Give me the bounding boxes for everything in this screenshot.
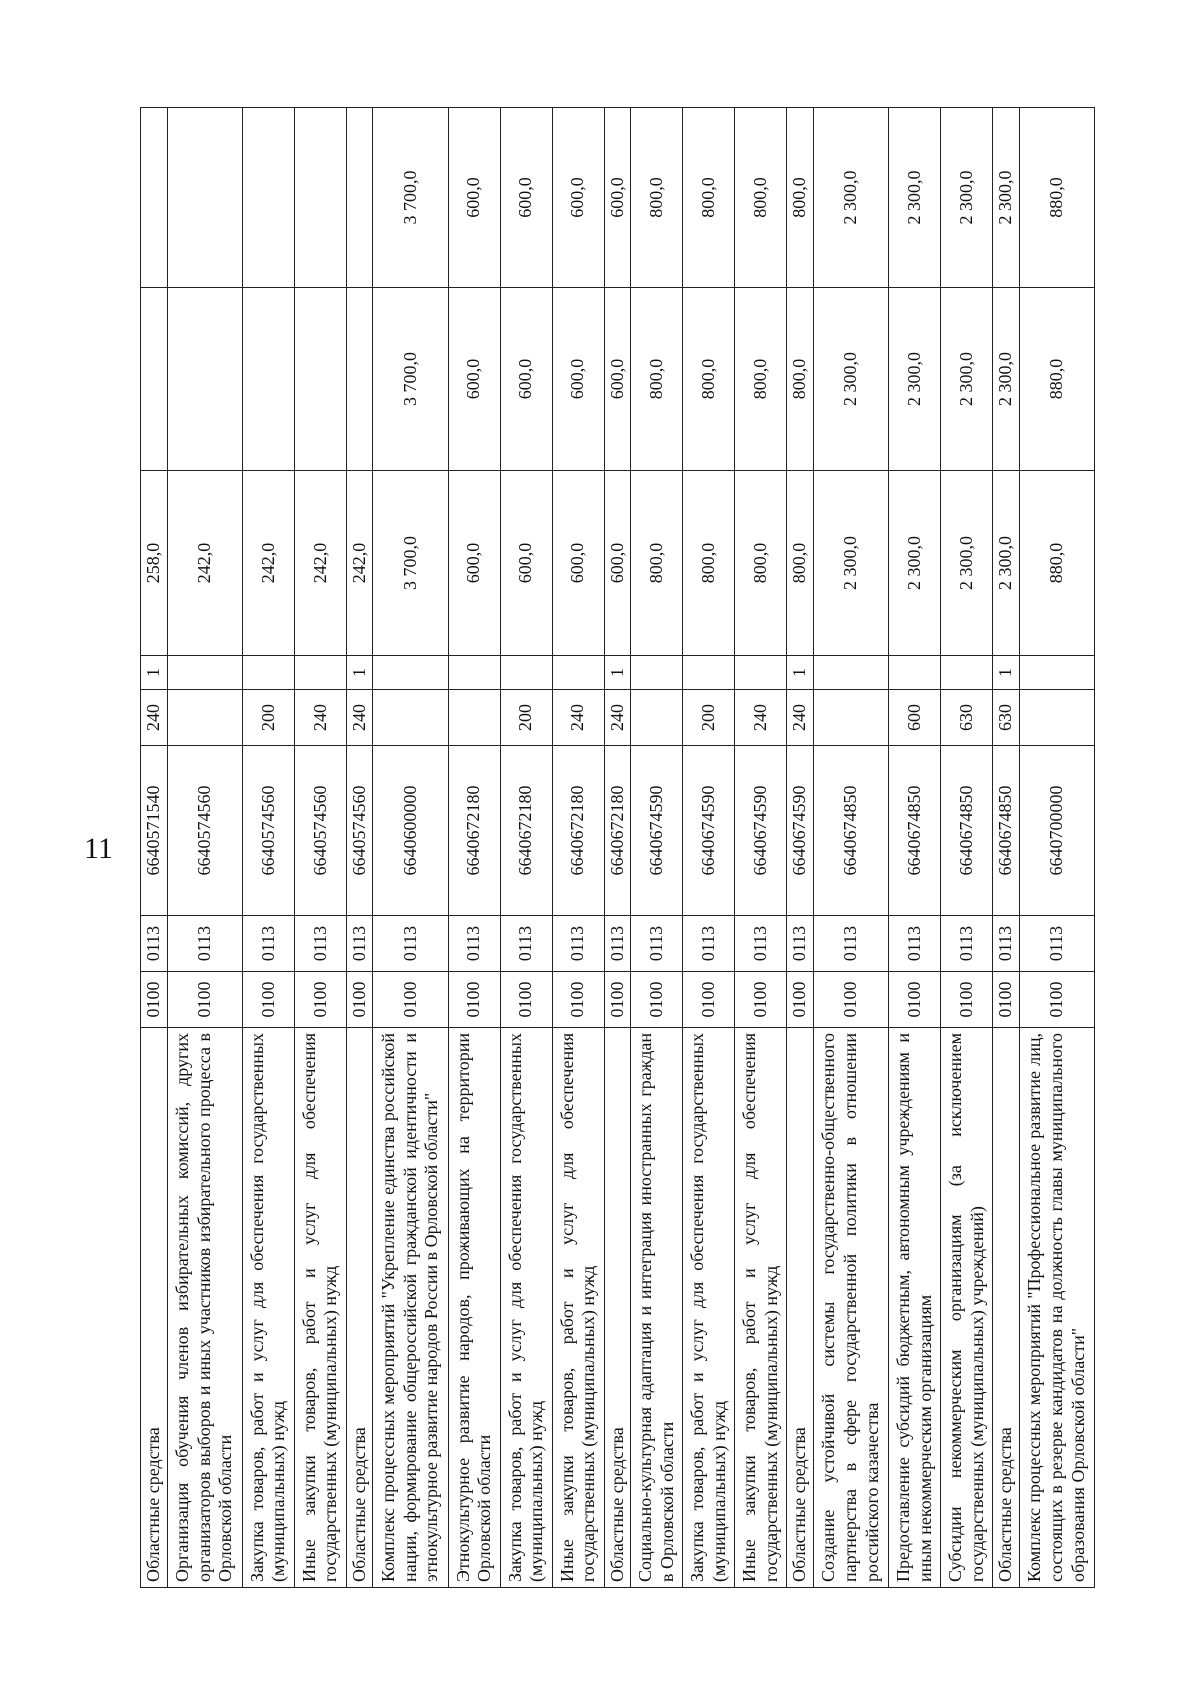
amount-year-2 bbox=[346, 288, 373, 471]
amount-year-2: 800,0 bbox=[735, 288, 787, 471]
amount-year-2 bbox=[141, 288, 168, 471]
amount-year-2: 880,0 bbox=[1019, 288, 1094, 471]
amount-year-3 bbox=[167, 108, 242, 288]
funding-source-flag bbox=[889, 656, 941, 690]
row-description: Создание устойчивой системы государственно-общественного партнерства в сфере государственной политики в отношении российского казачества bbox=[813, 1028, 888, 1588]
row-description: Иные закупки товаров, работ и услуг для обеспечения государственных (муниципальных) нужд bbox=[735, 1028, 787, 1588]
row-description: Закупка товаров, работ и услуг для обеспечения государственных (муниципальных) нужд bbox=[683, 1028, 735, 1588]
table-row bbox=[735, 108, 787, 1588]
target-article-code: 6640672180 bbox=[448, 746, 500, 916]
row-description: Социально-культурная адаптация и интеграция иностранных граждан в Орловской области bbox=[631, 1028, 683, 1588]
table-row bbox=[889, 108, 941, 1588]
funding-source-flag bbox=[941, 656, 993, 690]
table-row bbox=[500, 108, 552, 1588]
target-article-code: 6640571540 bbox=[141, 746, 168, 916]
table-row bbox=[552, 108, 604, 1588]
row-description: Предоставление субсидий бюджетным, автономным учреждениям и иным некоммерческим организациям bbox=[889, 1028, 941, 1588]
expense-type-code bbox=[631, 690, 683, 746]
subsection-code: 0113 bbox=[500, 916, 552, 972]
amount-year-1: 2 300,0 bbox=[889, 471, 941, 656]
section-code: 0100 bbox=[941, 972, 993, 1028]
table-row bbox=[941, 108, 993, 1588]
target-article-code: 6640600000 bbox=[373, 746, 448, 916]
amount-year-3: 600,0 bbox=[500, 108, 552, 288]
target-article-code: 6640674590 bbox=[631, 746, 683, 916]
amount-year-1: 242,0 bbox=[242, 471, 294, 656]
table-row bbox=[604, 108, 631, 1588]
section-code: 0100 bbox=[631, 972, 683, 1028]
table-row bbox=[167, 108, 242, 1588]
expense-type-code: 200 bbox=[683, 690, 735, 746]
row-description: Закупка товаров, работ и услуг для обеспечения государственных (муниципальных) нужд bbox=[500, 1028, 552, 1588]
funding-source-flag: 1 bbox=[141, 656, 168, 690]
amount-year-1: 600,0 bbox=[604, 471, 631, 656]
amount-year-2: 3 700,0 bbox=[373, 288, 448, 471]
row-description: Субсидии некоммерческим организациям (за исключением государственных (муниципальных) учреждений) bbox=[941, 1028, 993, 1588]
expense-type-code bbox=[813, 690, 888, 746]
amount-year-1: 800,0 bbox=[787, 471, 814, 656]
funding-source-flag bbox=[294, 656, 346, 690]
table-row bbox=[813, 108, 888, 1588]
expense-type-code: 630 bbox=[993, 690, 1020, 746]
subsection-code: 0113 bbox=[813, 916, 888, 972]
row-description: Областные средства bbox=[604, 1028, 631, 1588]
expense-type-code bbox=[448, 690, 500, 746]
row-description: Этнокультурное развитие народов, проживающих на территории Орловской области bbox=[448, 1028, 500, 1588]
amount-year-1: 258,0 bbox=[141, 471, 168, 656]
table-row bbox=[1019, 108, 1094, 1588]
target-article-code: 6640674850 bbox=[993, 746, 1020, 916]
table-row bbox=[141, 108, 168, 1588]
section-code: 0100 bbox=[604, 972, 631, 1028]
table-row bbox=[631, 108, 683, 1588]
amount-year-1: 2 300,0 bbox=[941, 471, 993, 656]
amount-year-1: 880,0 bbox=[1019, 471, 1094, 656]
budget-table-container bbox=[140, 108, 1095, 1588]
amount-year-2: 600,0 bbox=[552, 288, 604, 471]
funding-source-flag: 1 bbox=[993, 656, 1020, 690]
amount-year-1: 600,0 bbox=[500, 471, 552, 656]
expense-type-code: 240 bbox=[294, 690, 346, 746]
amount-year-2 bbox=[242, 288, 294, 471]
amount-year-3: 600,0 bbox=[552, 108, 604, 288]
table-row bbox=[242, 108, 294, 1588]
amount-year-2: 600,0 bbox=[500, 288, 552, 471]
amount-year-2: 800,0 bbox=[631, 288, 683, 471]
amount-year-1: 600,0 bbox=[448, 471, 500, 656]
amount-year-3: 600,0 bbox=[448, 108, 500, 288]
amount-year-3: 2 300,0 bbox=[889, 108, 941, 288]
table-row bbox=[346, 108, 373, 1588]
expense-type-code: 240 bbox=[141, 690, 168, 746]
row-description: Областные средства bbox=[993, 1028, 1020, 1588]
amount-year-3 bbox=[294, 108, 346, 288]
target-article-code: 6640672180 bbox=[500, 746, 552, 916]
amount-year-3: 800,0 bbox=[683, 108, 735, 288]
expense-type-code bbox=[373, 690, 448, 746]
amount-year-2: 2 300,0 bbox=[993, 288, 1020, 471]
section-code: 0100 bbox=[373, 972, 448, 1028]
amount-year-3 bbox=[141, 108, 168, 288]
amount-year-1: 800,0 bbox=[683, 471, 735, 656]
subsection-code: 0113 bbox=[604, 916, 631, 972]
section-code: 0100 bbox=[993, 972, 1020, 1028]
section-code: 0100 bbox=[448, 972, 500, 1028]
amount-year-3: 3 700,0 bbox=[373, 108, 448, 288]
amount-year-1: 800,0 bbox=[631, 471, 683, 656]
target-article-code: 6640674850 bbox=[813, 746, 888, 916]
subsection-code: 0113 bbox=[993, 916, 1020, 972]
funding-source-flag: 1 bbox=[604, 656, 631, 690]
amount-year-3: 2 300,0 bbox=[941, 108, 993, 288]
funding-source-flag bbox=[1019, 656, 1094, 690]
amount-year-2: 2 300,0 bbox=[813, 288, 888, 471]
amount-year-3 bbox=[242, 108, 294, 288]
amount-year-1: 242,0 bbox=[167, 471, 242, 656]
expense-type-code: 200 bbox=[500, 690, 552, 746]
amount-year-1: 3 700,0 bbox=[373, 471, 448, 656]
amount-year-3: 800,0 bbox=[631, 108, 683, 288]
subsection-code: 0113 bbox=[242, 916, 294, 972]
expense-type-code: 240 bbox=[552, 690, 604, 746]
target-article-code: 6640674590 bbox=[683, 746, 735, 916]
funding-source-flag bbox=[552, 656, 604, 690]
amount-year-2: 800,0 bbox=[787, 288, 814, 471]
row-description: Иные закупки товаров, работ и услуг для обеспечения государственных (муниципальных) нужд bbox=[552, 1028, 604, 1588]
row-description: Комплекс процессных мероприятий "Укрепление единства российской нации, формирование общероссийской гражданской идентичности и этнокультурное развитие народов России в Орловской области" bbox=[373, 1028, 448, 1588]
target-article-code: 6640574560 bbox=[167, 746, 242, 916]
target-article-code: 6640574560 bbox=[242, 746, 294, 916]
amount-year-2: 600,0 bbox=[448, 288, 500, 471]
amount-year-3: 2 300,0 bbox=[813, 108, 888, 288]
row-description: Областные средства bbox=[346, 1028, 373, 1588]
subsection-code: 0113 bbox=[1019, 916, 1094, 972]
expense-type-code: 240 bbox=[346, 690, 373, 746]
amount-year-1: 242,0 bbox=[294, 471, 346, 656]
section-code: 0100 bbox=[294, 972, 346, 1028]
target-article-code: 6640674590 bbox=[735, 746, 787, 916]
amount-year-3 bbox=[346, 108, 373, 288]
subsection-code: 0113 bbox=[346, 916, 373, 972]
subsection-code: 0113 bbox=[735, 916, 787, 972]
section-code: 0100 bbox=[346, 972, 373, 1028]
subsection-code: 0113 bbox=[941, 916, 993, 972]
subsection-code: 0113 bbox=[167, 916, 242, 972]
amount-year-1: 800,0 bbox=[735, 471, 787, 656]
subsection-code: 0113 bbox=[141, 916, 168, 972]
table-row bbox=[448, 108, 500, 1588]
target-article-code: 6640574560 bbox=[346, 746, 373, 916]
row-description: Комплекс процессных мероприятий "Профессиональное развитие лиц, состоящих в резерве кандидатов на должность главы муниципального образования Орловской области" bbox=[1019, 1028, 1094, 1588]
subsection-code: 0113 bbox=[294, 916, 346, 972]
section-code: 0100 bbox=[141, 972, 168, 1028]
funding-source-flag bbox=[448, 656, 500, 690]
section-code: 0100 bbox=[683, 972, 735, 1028]
amount-year-1: 2 300,0 bbox=[993, 471, 1020, 656]
funding-source-flag bbox=[373, 656, 448, 690]
funding-source-flag: 1 bbox=[346, 656, 373, 690]
row-description: Областные средства bbox=[141, 1028, 168, 1588]
subsection-code: 0113 bbox=[373, 916, 448, 972]
target-article-code: 6640672180 bbox=[552, 746, 604, 916]
funding-source-flag bbox=[631, 656, 683, 690]
subsection-code: 0113 bbox=[552, 916, 604, 972]
funding-source-flag bbox=[735, 656, 787, 690]
table-row bbox=[294, 108, 346, 1588]
subsection-code: 0113 bbox=[683, 916, 735, 972]
target-article-code: 6640674590 bbox=[787, 746, 814, 916]
amount-year-2 bbox=[294, 288, 346, 471]
section-code: 0100 bbox=[889, 972, 941, 1028]
expense-type-code: 240 bbox=[604, 690, 631, 746]
expense-type-code: 630 bbox=[941, 690, 993, 746]
funding-source-flag bbox=[167, 656, 242, 690]
table-row bbox=[373, 108, 448, 1588]
section-code: 0100 bbox=[1019, 972, 1094, 1028]
section-code: 0100 bbox=[167, 972, 242, 1028]
section-code: 0100 bbox=[500, 972, 552, 1028]
row-description: Организация обучения членов избирательных комиссий, других организаторов выборов и иных участников избирательного процесса в Орловской области bbox=[167, 1028, 242, 1588]
section-code: 0100 bbox=[552, 972, 604, 1028]
funding-source-flag: 1 bbox=[787, 656, 814, 690]
table-row bbox=[993, 108, 1020, 1588]
amount-year-1: 2 300,0 bbox=[813, 471, 888, 656]
amount-year-2 bbox=[167, 288, 242, 471]
funding-source-flag bbox=[683, 656, 735, 690]
subsection-code: 0113 bbox=[787, 916, 814, 972]
section-code: 0100 bbox=[787, 972, 814, 1028]
expense-type-code: 600 bbox=[889, 690, 941, 746]
amount-year-3: 2 300,0 bbox=[993, 108, 1020, 288]
target-article-code: 6640672180 bbox=[604, 746, 631, 916]
expense-type-code bbox=[167, 690, 242, 746]
expense-type-code: 200 bbox=[242, 690, 294, 746]
amount-year-2: 800,0 bbox=[683, 288, 735, 471]
target-article-code: 6640574560 bbox=[294, 746, 346, 916]
budget-table bbox=[140, 107, 1095, 1588]
amount-year-1: 242,0 bbox=[346, 471, 373, 656]
amount-year-3: 800,0 bbox=[735, 108, 787, 288]
row-description: Иные закупки товаров, работ и услуг для обеспечения государственных (муниципальных) нужд bbox=[294, 1028, 346, 1588]
expense-type-code bbox=[1019, 690, 1094, 746]
funding-source-flag bbox=[500, 656, 552, 690]
expense-type-code: 240 bbox=[787, 690, 814, 746]
funding-source-flag bbox=[813, 656, 888, 690]
row-description: Закупка товаров, работ и услуг для обеспечения государственных (муниципальных) нужд bbox=[242, 1028, 294, 1588]
amount-year-3: 880,0 bbox=[1019, 108, 1094, 288]
target-article-code: 6640674850 bbox=[889, 746, 941, 916]
table-row bbox=[787, 108, 814, 1588]
amount-year-2: 2 300,0 bbox=[889, 288, 941, 471]
target-article-code: 6640674850 bbox=[941, 746, 993, 916]
table-body bbox=[141, 108, 1095, 1588]
amount-year-2: 600,0 bbox=[604, 288, 631, 471]
table-row bbox=[683, 108, 735, 1588]
amount-year-3: 600,0 bbox=[604, 108, 631, 288]
subsection-code: 0113 bbox=[889, 916, 941, 972]
amount-year-3: 800,0 bbox=[787, 108, 814, 288]
section-code: 0100 bbox=[242, 972, 294, 1028]
section-code: 0100 bbox=[735, 972, 787, 1028]
amount-year-1: 600,0 bbox=[552, 471, 604, 656]
expense-type-code: 240 bbox=[735, 690, 787, 746]
row-description: Областные средства bbox=[787, 1028, 814, 1588]
section-code: 0100 bbox=[813, 972, 888, 1028]
subsection-code: 0113 bbox=[448, 916, 500, 972]
funding-source-flag bbox=[242, 656, 294, 690]
subsection-code: 0113 bbox=[631, 916, 683, 972]
amount-year-2: 2 300,0 bbox=[941, 288, 993, 471]
target-article-code: 6640700000 bbox=[1019, 746, 1094, 916]
page-number: 11 bbox=[84, 832, 113, 865]
